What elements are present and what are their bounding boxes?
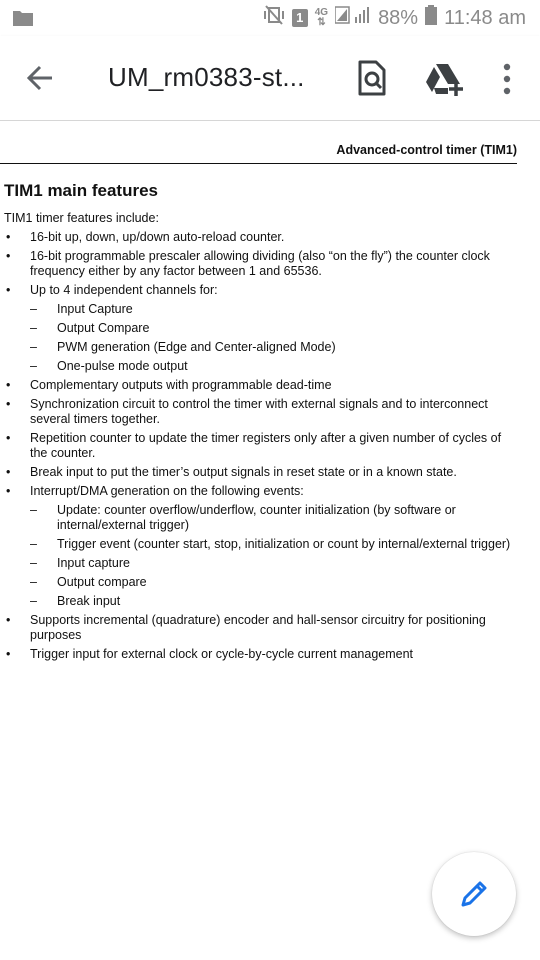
text-line: Trigger event (counter start, stop, initialization or count by internal/external trigger) (57, 537, 511, 551)
list-item-text (57, 340, 522, 355)
sim-slot-badge: 1 (292, 9, 308, 27)
dash-marker: – (30, 321, 37, 335)
list-item-text (57, 302, 522, 317)
bullet-marker: • (6, 378, 11, 392)
bullet-marker: • (6, 465, 11, 479)
intro-text: TIM1 timer features include: (4, 211, 159, 225)
dash-marker: – (30, 594, 37, 608)
list-item-text (30, 283, 525, 298)
list-item-text (57, 594, 522, 609)
list-item-text (30, 431, 525, 461)
list-item-text (30, 249, 525, 279)
dash-marker: – (30, 537, 37, 551)
text-line: several timers together. (30, 412, 160, 426)
more-vert-icon (498, 62, 516, 96)
dash-marker: – (30, 359, 37, 373)
text-line: PWM generation (Edge and Center-aligned Mode) (57, 340, 336, 354)
bullet-marker: • (6, 230, 11, 244)
status-bar (0, 0, 540, 36)
list-item-text (30, 613, 525, 643)
battery-icon (425, 5, 437, 31)
text-line: internal/external trigger) (57, 518, 190, 532)
clock: 11:48 am (444, 6, 526, 29)
list-item-text (30, 465, 525, 480)
network-type: 4G ⇅ (314, 7, 329, 28)
bullet-marker: • (6, 647, 11, 661)
find-in-page-icon (356, 60, 388, 96)
text-line: purposes (30, 628, 82, 642)
battery-percent: 88% (378, 6, 419, 29)
more-options-button[interactable] (498, 62, 516, 96)
text-line: the counter. (30, 446, 96, 460)
bullet-marker: • (6, 484, 11, 498)
arrow-back-icon (22, 60, 62, 96)
back-button[interactable] (22, 60, 62, 96)
text-line: Break input to put the timer’s output signals in reset state or in a known state. (30, 465, 457, 479)
edit-fab-button[interactable] (432, 852, 516, 936)
dash-marker: – (30, 340, 37, 354)
list-item-text (30, 647, 525, 662)
list-item-text (30, 484, 525, 499)
text-line: Interrupt/DMA generation on the following events: (30, 484, 304, 498)
add-to-drive-icon (424, 62, 464, 96)
app-bar (0, 36, 540, 121)
text-line: Input capture (57, 556, 130, 570)
text-line: Update: counter overflow/underflow, counter initialization (by software or (57, 503, 456, 517)
list-item-text (30, 378, 525, 393)
bullet-marker: • (6, 613, 11, 627)
dash-marker: – (30, 575, 37, 589)
text-line: Output Compare (57, 321, 150, 335)
running-header: Advanced-control timer (TIM1) (336, 143, 517, 157)
dash-marker: – (30, 302, 37, 316)
list-item-text (57, 503, 522, 533)
text-line: Trigger input for external clock or cycle-by-cycle current management (30, 647, 414, 661)
network-label: 4G (314, 7, 329, 18)
text-line: One-pulse mode output (57, 359, 188, 373)
section-heading: TIM1 main features (4, 181, 158, 200)
text-line: Repetition counter to update the timer registers only after a given number of cycles of (30, 431, 502, 445)
list-item-text (30, 230, 525, 245)
list-item-text (57, 359, 522, 374)
vibrate-mute-icon (263, 5, 285, 31)
add-to-drive-button[interactable] (424, 62, 464, 96)
list-item-text (57, 575, 522, 590)
dash-marker: – (30, 556, 37, 570)
find-in-page-button[interactable] (356, 60, 388, 96)
list-item-text (57, 537, 522, 552)
text-line: 16-bit programmable prescaler allowing dividing (also “on the fly”) the counter clock (30, 249, 490, 263)
edit-pencil-icon (458, 878, 490, 910)
text-line: Output compare (57, 575, 147, 589)
list-item-text (57, 321, 522, 336)
bullet-marker: • (6, 249, 11, 263)
text-line: 16-bit up, down, up/down auto-reload counter. (30, 230, 285, 244)
text-line: Break input (57, 594, 121, 608)
text-line: Complementary outputs with programmable dead-time (30, 378, 332, 392)
bullet-marker: • (6, 397, 11, 411)
bullet-marker: • (6, 431, 11, 445)
header-rule (0, 163, 517, 164)
document-title: UM_rm0383-st... (108, 62, 305, 92)
status-icons (263, 6, 526, 30)
document-page[interactable] (0, 121, 540, 960)
folder-icon (12, 9, 34, 32)
text-line: Up to 4 independent channels for: (30, 283, 218, 297)
list-item-text (57, 556, 522, 571)
text-line: Supports incremental (quadrature) encoder and hall-sensor circuitry for positioning (30, 613, 486, 627)
text-line: Synchronization circuit to control the timer with external signals and to interconnect (30, 397, 488, 411)
signal-icon (335, 5, 371, 31)
text-line: frequency either by any factor between 1 and 65536. (30, 264, 322, 278)
dash-marker: – (30, 503, 37, 517)
bullet-marker: • (6, 283, 11, 297)
text-line: Input Capture (57, 302, 133, 316)
list-item-text (30, 397, 525, 427)
